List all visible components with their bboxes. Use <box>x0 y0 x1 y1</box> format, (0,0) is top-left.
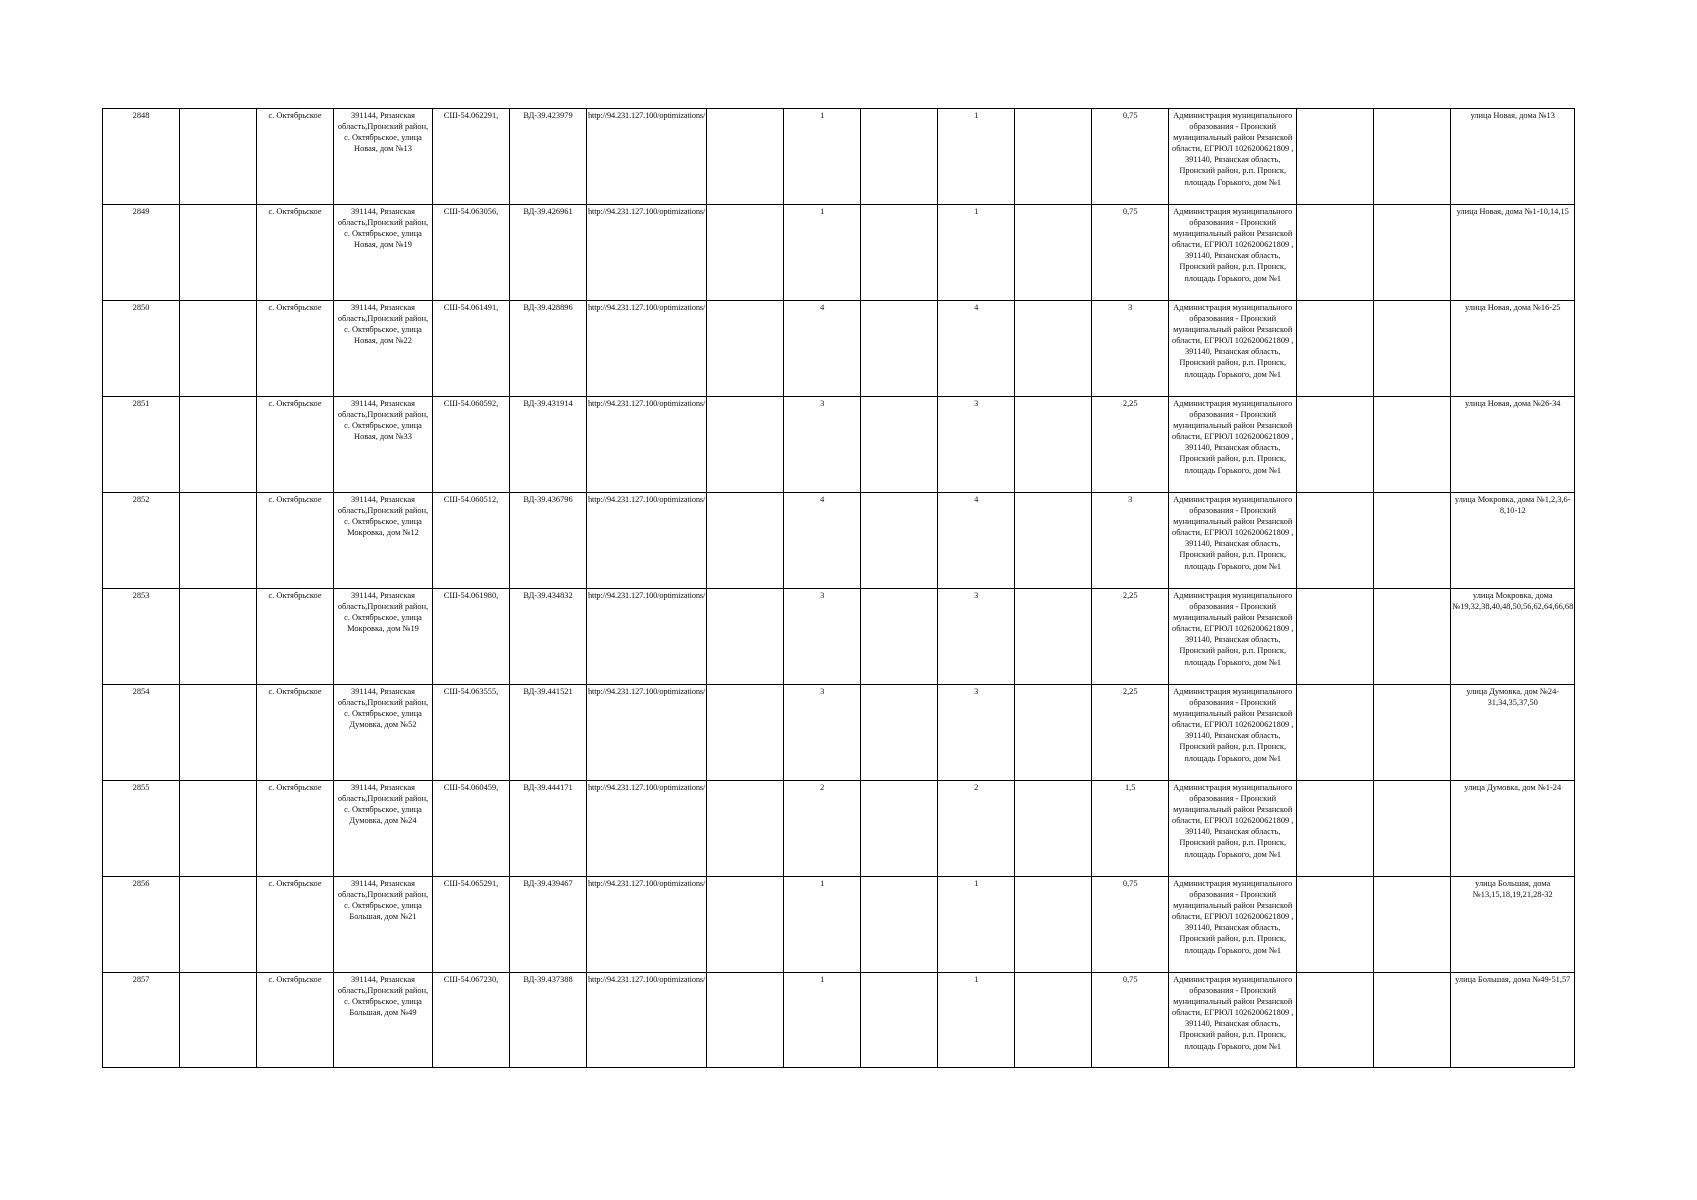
table-row <box>103 205 1575 301</box>
served-addresses-cell: улица Мокровка, дома №19,32,38,40,48,50,56,62,64,66,68 <box>1451 589 1575 685</box>
latitude-cell: СШ-54.062291, <box>433 109 510 205</box>
table-row <box>103 109 1575 205</box>
empty-cell <box>180 781 257 877</box>
latitude-cell: СШ-54.063056, <box>433 205 510 301</box>
latitude-cell: СШ-54.061980, <box>433 589 510 685</box>
count-cell: 1 <box>938 973 1015 1068</box>
empty-cell <box>1015 973 1092 1068</box>
longitude-cell: ВД-39.428896 <box>510 301 587 397</box>
empty-cell <box>1374 973 1451 1068</box>
container-sites-table <box>102 108 1575 1068</box>
latitude-cell: СШ-54.060592, <box>433 397 510 493</box>
served-addresses-cell: улица Новая, дома №16-25 <box>1451 301 1575 397</box>
longitude-cell: ВД-39.434832 <box>510 589 587 685</box>
locality-cell: с. Октябрьское <box>257 109 334 205</box>
address-cell: 391144, Рязанская область,Пронский район, с. Октябрьское, улица Новая, дом №22 <box>334 301 433 397</box>
count-cell: 4 <box>784 493 861 589</box>
empty-cell <box>861 397 938 493</box>
volume-cell: 2,25 <box>1092 685 1169 781</box>
address-cell: 391144, Рязанская область,Пронский район, с. Октябрьское, улица Мокровка, дом №12 <box>334 493 433 589</box>
volume-cell: 3 <box>1092 493 1169 589</box>
address-cell: 391144, Рязанская область,Пронский район, с. Октябрьское, улица Новая, дом №19 <box>334 205 433 301</box>
empty-cell <box>707 877 784 973</box>
count-cell: 1 <box>938 877 1015 973</box>
count-cell: 3 <box>784 589 861 685</box>
address-cell: 391144, Рязанская область,Пронский район, с. Октябрьское, улица Новая, дом №13 <box>334 109 433 205</box>
address-cell: 391144, Рязанская область,Пронский район, с. Октябрьское, улица Большая, дом №49 <box>334 973 433 1068</box>
row-number: 2857 <box>103 973 180 1068</box>
empty-cell <box>1015 205 1092 301</box>
locality-cell: с. Октябрьское <box>257 877 334 973</box>
longitude-cell: ВД-39.426961 <box>510 205 587 301</box>
empty-cell <box>1015 493 1092 589</box>
empty-cell <box>861 109 938 205</box>
locality-cell: с. Октябрьское <box>257 205 334 301</box>
empty-cell <box>180 685 257 781</box>
empty-cell <box>1015 397 1092 493</box>
address-cell: 391144, Рязанская область,Пронский район, с. Октябрьское, улица Большая, дом №21 <box>334 877 433 973</box>
owner-cell: Администрация муниципального образования - Пронский муниципальный район Рязанской области, ЕГРЮЛ 1026200621809 , 391140, Рязанская область, Пронский район, р.п. Пронск, площадь Горького, дом №1 <box>1169 109 1297 205</box>
latitude-cell: СШ-54.060512, <box>433 493 510 589</box>
table-row <box>103 685 1575 781</box>
empty-cell <box>707 973 784 1068</box>
longitude-cell: ВД-39.423979 <box>510 109 587 205</box>
empty-cell <box>1374 301 1451 397</box>
empty-cell <box>861 973 938 1068</box>
latitude-cell: СШ-54.061491, <box>433 301 510 397</box>
empty-cell <box>1297 397 1374 493</box>
count-cell: 3 <box>784 685 861 781</box>
owner-cell: Администрация муниципального образования - Пронский муниципальный район Рязанской области, ЕГРЮЛ 1026200621809 , 391140, Рязанская область, Пронский район, р.п. Пронск, площадь Горького, дом №1 <box>1169 301 1297 397</box>
latitude-cell: СШ-54.063555, <box>433 685 510 781</box>
longitude-cell: ВД-39.439467 <box>510 877 587 973</box>
empty-cell <box>1374 493 1451 589</box>
empty-cell <box>1374 589 1451 685</box>
empty-cell <box>1374 781 1451 877</box>
owner-cell: Администрация муниципального образования - Пронский муниципальный район Рязанской области, ЕГРЮЛ 1026200621809 , 391140, Рязанская область, Пронский район, р.п. Пронск, площадь Горького, дом №1 <box>1169 973 1297 1068</box>
row-number: 2852 <box>103 493 180 589</box>
served-addresses-cell: улица Новая, дома №13 <box>1451 109 1575 205</box>
empty-cell <box>1015 109 1092 205</box>
count-cell: 3 <box>784 397 861 493</box>
empty-cell <box>707 781 784 877</box>
empty-cell <box>1297 973 1374 1068</box>
empty-cell <box>1374 397 1451 493</box>
table-body <box>103 109 1575 1068</box>
empty-cell <box>1374 205 1451 301</box>
volume-cell: 0,75 <box>1092 877 1169 973</box>
volume-cell: 0,75 <box>1092 205 1169 301</box>
owner-cell: Администрация муниципального образования - Пронский муниципальный район Рязанской области, ЕГРЮЛ 1026200621809 , 391140, Рязанская область, Пронский район, р.п. Пронск, площадь Горького, дом №1 <box>1169 493 1297 589</box>
longitude-cell: ВД-39.441521 <box>510 685 587 781</box>
longitude-cell: ВД-39.444171 <box>510 781 587 877</box>
empty-cell <box>180 877 257 973</box>
url-cell: http://94.231.127.100/optimizations/ <box>587 877 707 973</box>
owner-cell: Администрация муниципального образования - Пронский муниципальный район Рязанской области, ЕГРЮЛ 1026200621809 , 391140, Рязанская область, Пронский район, р.п. Пронск, площадь Горького, дом №1 <box>1169 781 1297 877</box>
empty-cell <box>1015 301 1092 397</box>
count-cell: 1 <box>784 205 861 301</box>
table-row <box>103 301 1575 397</box>
served-addresses-cell: улица Новая, дома №1-10,14,15 <box>1451 205 1575 301</box>
owner-cell: Администрация муниципального образования - Пронский муниципальный район Рязанской области, ЕГРЮЛ 1026200621809 , 391140, Рязанская область, Пронский район, р.п. Пронск, площадь Горького, дом №1 <box>1169 589 1297 685</box>
owner-cell: Администрация муниципального образования - Пронский муниципальный район Рязанской области, ЕГРЮЛ 1026200621809 , 391140, Рязанская область, Пронский район, р.п. Пронск, площадь Горького, дом №1 <box>1169 877 1297 973</box>
empty-cell <box>861 685 938 781</box>
empty-cell <box>1015 781 1092 877</box>
volume-cell: 2,25 <box>1092 397 1169 493</box>
count-cell: 3 <box>938 685 1015 781</box>
volume-cell: 2,25 <box>1092 589 1169 685</box>
row-number: 2849 <box>103 205 180 301</box>
empty-cell <box>1297 877 1374 973</box>
row-number: 2848 <box>103 109 180 205</box>
volume-cell: 3 <box>1092 301 1169 397</box>
table-row <box>103 973 1575 1068</box>
latitude-cell: СШ-54.060459, <box>433 781 510 877</box>
served-addresses-cell: улица Думовка, дом №24-31,34,35,37,50 <box>1451 685 1575 781</box>
count-cell: 1 <box>784 877 861 973</box>
empty-cell <box>861 781 938 877</box>
empty-cell <box>180 589 257 685</box>
count-cell: 2 <box>784 781 861 877</box>
longitude-cell: ВД-39.431914 <box>510 397 587 493</box>
count-cell: 3 <box>938 397 1015 493</box>
url-cell: http://94.231.127.100/optimizations/ <box>587 493 707 589</box>
longitude-cell: ВД-39.437388 <box>510 973 587 1068</box>
count-cell: 4 <box>784 301 861 397</box>
address-cell: 391144, Рязанская область,Пронский район, с. Октябрьское, улица Мокровка, дом №19 <box>334 589 433 685</box>
empty-cell <box>180 973 257 1068</box>
empty-cell <box>1297 109 1374 205</box>
count-cell: 1 <box>938 205 1015 301</box>
empty-cell <box>180 397 257 493</box>
empty-cell <box>707 685 784 781</box>
empty-cell <box>707 493 784 589</box>
served-addresses-cell: улица Новая, дома №26-34 <box>1451 397 1575 493</box>
empty-cell <box>180 109 257 205</box>
empty-cell <box>1374 685 1451 781</box>
table-row <box>103 397 1575 493</box>
empty-cell <box>1015 589 1092 685</box>
address-cell: 391144, Рязанская область,Пронский район, с. Октябрьское, улица Думовка, дом №24 <box>334 781 433 877</box>
row-number: 2853 <box>103 589 180 685</box>
count-cell: 1 <box>938 109 1015 205</box>
row-number: 2850 <box>103 301 180 397</box>
empty-cell <box>180 301 257 397</box>
table-row <box>103 877 1575 973</box>
empty-cell <box>1297 781 1374 877</box>
table-row <box>103 589 1575 685</box>
url-cell: http://94.231.127.100/optimizations/ <box>587 109 707 205</box>
owner-cell: Администрация муниципального образования - Пронский муниципальный район Рязанской области, ЕГРЮЛ 1026200621809 , 391140, Рязанская область, Пронский район, р.п. Пронск, площадь Горького, дом №1 <box>1169 205 1297 301</box>
empty-cell <box>180 493 257 589</box>
url-cell: http://94.231.127.100/optimizations/ <box>587 781 707 877</box>
empty-cell <box>1297 205 1374 301</box>
url-cell: http://94.231.127.100/optimizations/ <box>587 589 707 685</box>
served-addresses-cell: улица Большая, дома №49-51,57 <box>1451 973 1575 1068</box>
empty-cell <box>861 493 938 589</box>
empty-cell <box>861 877 938 973</box>
url-cell: http://94.231.127.100/optimizations/ <box>587 397 707 493</box>
empty-cell <box>861 205 938 301</box>
row-number: 2851 <box>103 397 180 493</box>
empty-cell <box>1374 109 1451 205</box>
locality-cell: с. Октябрьское <box>257 973 334 1068</box>
locality-cell: с. Октябрьское <box>257 397 334 493</box>
latitude-cell: СШ-54.067230, <box>433 973 510 1068</box>
count-cell: 2 <box>938 781 1015 877</box>
empty-cell <box>707 301 784 397</box>
table-row <box>103 493 1575 589</box>
url-cell: http://94.231.127.100/optimizations/ <box>587 205 707 301</box>
locality-cell: с. Октябрьское <box>257 589 334 685</box>
volume-cell: 1,5 <box>1092 781 1169 877</box>
served-addresses-cell: улица Большая, дома №13,15,18,19,21,28-32 <box>1451 877 1575 973</box>
volume-cell: 0,75 <box>1092 973 1169 1068</box>
empty-cell <box>707 109 784 205</box>
table-row <box>103 781 1575 877</box>
empty-cell <box>861 589 938 685</box>
empty-cell <box>1297 589 1374 685</box>
address-cell: 391144, Рязанская область,Пронский район, с. Октябрьское, улица Новая, дом №33 <box>334 397 433 493</box>
empty-cell <box>1374 877 1451 973</box>
count-cell: 1 <box>784 109 861 205</box>
url-cell: http://94.231.127.100/optimizations/ <box>587 301 707 397</box>
owner-cell: Администрация муниципального образования - Пронский муниципальный район Рязанской области, ЕГРЮЛ 1026200621809 , 391140, Рязанская область, Пронский район, р.п. Пронск, площадь Горького, дом №1 <box>1169 397 1297 493</box>
count-cell: 4 <box>938 301 1015 397</box>
locality-cell: с. Октябрьское <box>257 301 334 397</box>
latitude-cell: СШ-54.065291, <box>433 877 510 973</box>
row-number: 2854 <box>103 685 180 781</box>
empty-cell <box>1297 685 1374 781</box>
empty-cell <box>1297 301 1374 397</box>
volume-cell: 0,75 <box>1092 109 1169 205</box>
locality-cell: с. Октябрьское <box>257 685 334 781</box>
row-number: 2855 <box>103 781 180 877</box>
empty-cell <box>1015 877 1092 973</box>
url-cell: http://94.231.127.100/optimizations/ <box>587 685 707 781</box>
empty-cell <box>707 397 784 493</box>
served-addresses-cell: улица Думовка, дом №1-24 <box>1451 781 1575 877</box>
address-cell: 391144, Рязанская область,Пронский район, с. Октябрьское, улица Думовка, дом №52 <box>334 685 433 781</box>
empty-cell <box>1015 685 1092 781</box>
locality-cell: с. Октябрьское <box>257 781 334 877</box>
count-cell: 3 <box>938 589 1015 685</box>
row-number: 2856 <box>103 877 180 973</box>
url-cell: http://94.231.127.100/optimizations/ <box>587 973 707 1068</box>
count-cell: 4 <box>938 493 1015 589</box>
empty-cell <box>707 205 784 301</box>
empty-cell <box>707 589 784 685</box>
empty-cell <box>180 205 257 301</box>
empty-cell <box>861 301 938 397</box>
locality-cell: с. Октябрьское <box>257 493 334 589</box>
owner-cell: Администрация муниципального образования - Пронский муниципальный район Рязанской области, ЕГРЮЛ 1026200621809 , 391140, Рязанская область, Пронский район, р.п. Пронск, площадь Горького, дом №1 <box>1169 685 1297 781</box>
empty-cell <box>1297 493 1374 589</box>
count-cell: 1 <box>784 973 861 1068</box>
served-addresses-cell: улица Мокровка, дома №1,2,3,6-8,10-12 <box>1451 493 1575 589</box>
longitude-cell: ВД-39.436796 <box>510 493 587 589</box>
